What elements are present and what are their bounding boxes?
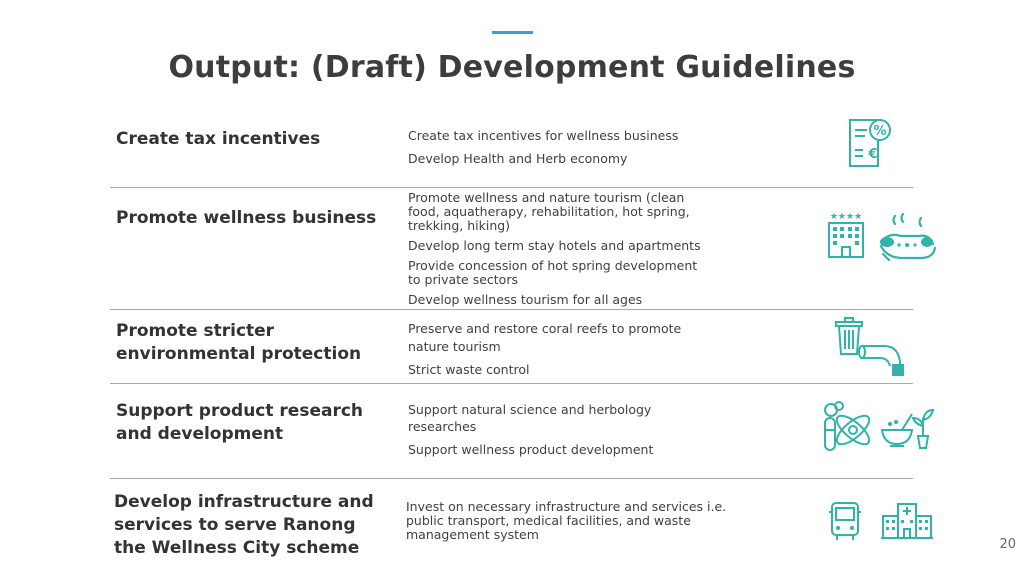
title-accent-bar <box>492 31 533 34</box>
row-heading-infrastructure-line1: Develop infrastructure and <box>114 492 374 512</box>
row-divider <box>110 187 913 188</box>
row-item: Provide concession of hot spring development <box>408 258 698 273</box>
hotel-icon <box>824 210 868 260</box>
science-icon <box>817 400 875 454</box>
page-number: 20 <box>999 537 1016 552</box>
row-item: public transport, medical facilities, and waste <box>406 513 691 528</box>
svg-text:%: % <box>873 124 887 139</box>
row-heading-environment-line1: Promote stricter <box>116 321 275 341</box>
svg-text:€: € <box>868 147 878 162</box>
row-divider <box>110 383 913 384</box>
row-item: Support natural science and herbology <box>408 402 652 417</box>
row-item: Develop wellness tourism for all ages <box>408 292 643 307</box>
row-heading-environment-line2: environmental protection <box>116 344 362 364</box>
bus-icon <box>827 500 863 542</box>
row-heading-infrastructure-line3: the Wellness City scheme <box>114 538 360 558</box>
row-item: Support wellness product development <box>408 442 654 457</box>
hot-spring-icon <box>877 212 937 262</box>
row-item: to private sectors <box>408 272 518 287</box>
waste-bin-pipe-icon <box>832 316 912 376</box>
row-item: management system <box>406 527 539 542</box>
row-item: Strict waste control <box>408 362 530 377</box>
row-divider <box>110 478 913 479</box>
row-item: researches <box>408 419 477 434</box>
row-item: Create tax incentives for wellness business <box>408 128 679 143</box>
row-heading-research-line1: Support product research <box>116 401 364 421</box>
svg-text:★★★★: ★★★★ <box>829 212 863 222</box>
herb-mortar-icon <box>878 402 936 452</box>
row-item: Invest on necessary infrastructure and services i.e. <box>406 499 727 514</box>
row-item: Preserve and restore coral reefs to promote <box>408 321 682 336</box>
hospital-icon <box>880 500 934 542</box>
row-item: Develop long term stay hotels and apartments <box>408 238 701 253</box>
row-divider <box>110 309 913 310</box>
row-item: trekking, hiking) <box>408 218 511 233</box>
page-title: Output: (Draft) Development Guidelines <box>168 50 856 85</box>
row-item: Promote wellness and nature tourism (clean <box>408 190 685 205</box>
row-item: Develop Health and Herb economy <box>408 151 628 166</box>
row-heading-research-line2: and development <box>116 424 284 444</box>
row-heading-tax: Create tax incentives <box>116 129 321 149</box>
row-item: food, aquatherapy, rehabilitation, hot spring, <box>408 204 690 219</box>
row-heading-infrastructure-line2: services to serve Ranong <box>114 515 356 535</box>
tax-document-icon <box>843 116 895 170</box>
row-heading-wellness: Promote wellness business <box>116 208 377 228</box>
row-item: nature tourism <box>408 339 501 354</box>
